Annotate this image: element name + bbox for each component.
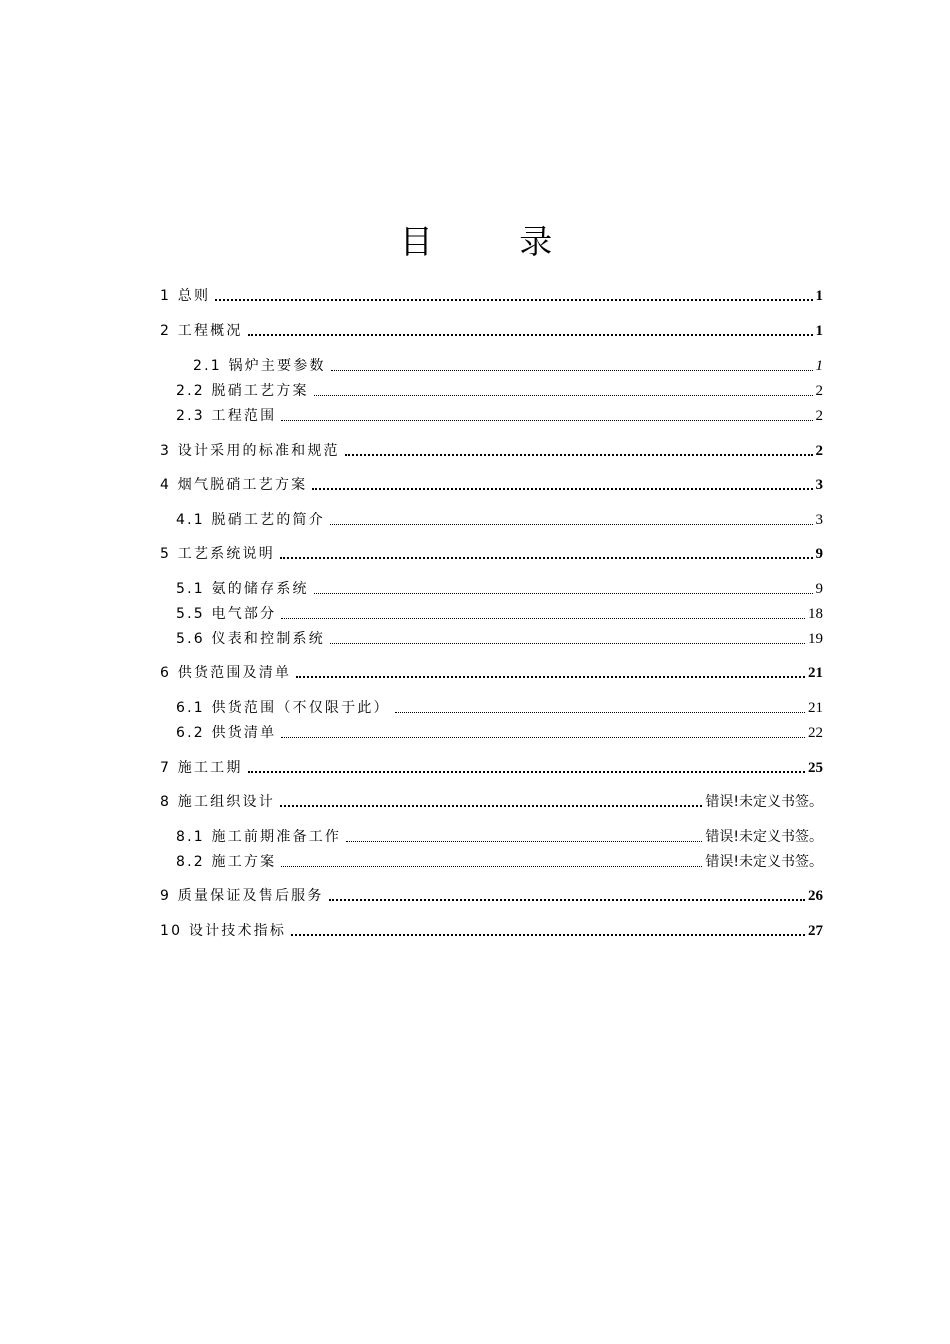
toc-entry-page: 21 xyxy=(808,665,823,681)
toc-entry[interactable] xyxy=(160,662,823,682)
toc-leader-dots xyxy=(281,737,805,738)
toc-leader-dots xyxy=(345,454,813,456)
toc-entry-page: 3 xyxy=(815,477,823,493)
toc-entry[interactable] xyxy=(176,826,823,846)
toc-entry-label: 6.1 供货范围（不仅限于此） xyxy=(176,700,390,716)
toc-entry-page: 1 xyxy=(815,288,823,304)
toc-entry-page: 错误!未定义书签。 xyxy=(705,829,823,845)
toc-entry-label: 4.1 脱硝工艺的简介 xyxy=(176,512,325,528)
toc-entry-page: 错误!未定义书签。 xyxy=(705,794,823,810)
toc-entry[interactable] xyxy=(160,474,823,494)
toc-leader-dots xyxy=(331,370,813,371)
toc-entry-page: 2 xyxy=(815,443,823,459)
toc-entry-label: 6.2 供货清单 xyxy=(176,725,277,741)
toc-entry-page: 25 xyxy=(808,760,823,776)
toc-entry-label: 8.2 施工方案 xyxy=(176,854,277,870)
toc-leader-dots xyxy=(281,618,805,619)
toc-leader-dots xyxy=(215,299,812,301)
toc-entry-label: 3 设计采用的标准和规范 xyxy=(160,443,340,459)
toc-entry-page: 2 xyxy=(815,383,823,399)
toc-leader-dots xyxy=(346,841,702,842)
toc-leader-dots xyxy=(314,593,813,594)
toc-entry-label: 2.3 工程范围 xyxy=(176,408,277,424)
toc-entry[interactable] xyxy=(176,380,823,400)
toc-entry[interactable] xyxy=(176,851,823,871)
toc-entry-label: 8 施工组织设计 xyxy=(160,794,275,810)
toc-entry[interactable] xyxy=(176,722,823,742)
toc-entry-page: 3 xyxy=(815,512,823,528)
toc-entry-page: 21 xyxy=(808,700,823,716)
toc-entry[interactable] xyxy=(176,697,823,717)
toc-entry[interactable] xyxy=(160,885,823,905)
toc-entry-label: 2.2 脱硝工艺方案 xyxy=(176,383,309,399)
toc-leader-dots xyxy=(330,524,813,525)
toc-entry-label: 6 供货范围及清单 xyxy=(160,665,292,681)
toc-entry[interactable] xyxy=(176,405,823,425)
toc-entry[interactable] xyxy=(160,440,823,460)
toc-leader-dots xyxy=(281,420,812,421)
toc-entry-label: 5.1 氨的储存系统 xyxy=(176,581,309,597)
toc-entry-label: 1 总则 xyxy=(160,288,211,304)
toc-entry-page: 2 xyxy=(815,408,823,424)
toc-entry-label: 5 工艺系统说明 xyxy=(160,546,275,562)
toc-entry-page: 18 xyxy=(808,606,823,622)
toc-entry-page: 27 xyxy=(808,923,823,939)
toc-leader-dots xyxy=(280,805,702,807)
toc-leader-dots xyxy=(248,771,805,773)
toc-entry[interactable] xyxy=(176,603,823,623)
toc-entry[interactable] xyxy=(160,320,823,340)
toc-entry-page: 26 xyxy=(808,888,823,904)
toc-entry-page: 22 xyxy=(808,725,823,741)
toc-entry-label: 5.6 仪表和控制系统 xyxy=(176,631,325,647)
toc-entry[interactable] xyxy=(176,509,823,529)
toc-entry-page: 错误!未定义书签。 xyxy=(705,854,823,870)
toc-entry-label: 2.1 锅炉主要参数 xyxy=(193,358,326,374)
toc-entry-page: 19 xyxy=(808,631,823,647)
toc-entry-label: 10 设计技术指标 xyxy=(160,923,287,939)
toc-leader-dots xyxy=(395,712,805,713)
toc-leader-dots xyxy=(329,899,805,901)
toc-leader-dots xyxy=(291,934,805,936)
toc-entry-label: 9 质量保证及售后服务 xyxy=(160,888,324,904)
toc-entry-page: 9 xyxy=(815,546,823,562)
toc-leader-dots xyxy=(330,643,805,644)
toc-leader-dots xyxy=(248,334,813,336)
toc-leader-dots xyxy=(280,557,813,559)
toc-entry[interactable] xyxy=(160,920,823,940)
toc-entry[interactable] xyxy=(160,757,823,777)
toc-entry-page: 1 xyxy=(815,323,823,339)
toc-entry-label: 2 工程概况 xyxy=(160,323,243,339)
toc-entry-label: 8.1 施工前期准备工作 xyxy=(176,829,342,845)
toc-leader-dots xyxy=(281,866,702,867)
toc-entry[interactable] xyxy=(193,355,823,375)
toc-entry[interactable] xyxy=(176,578,823,598)
toc-entry[interactable] xyxy=(176,628,823,648)
toc-entry-label: 4 烟气脱硝工艺方案 xyxy=(160,477,308,493)
toc-entry[interactable] xyxy=(160,543,823,563)
toc-entry-page: 9 xyxy=(815,581,823,597)
toc-leader-dots xyxy=(314,395,813,396)
toc-entry-page: 1 xyxy=(815,358,823,374)
toc-leader-dots xyxy=(296,676,805,678)
toc-entry[interactable] xyxy=(160,791,823,811)
toc-entry-label: 7 施工工期 xyxy=(160,760,243,776)
toc-leader-dots xyxy=(312,488,812,490)
page-title: 目 录 xyxy=(399,222,591,261)
toc-entry-label: 5.5 电气部分 xyxy=(176,606,277,622)
toc-entry[interactable] xyxy=(160,285,823,305)
